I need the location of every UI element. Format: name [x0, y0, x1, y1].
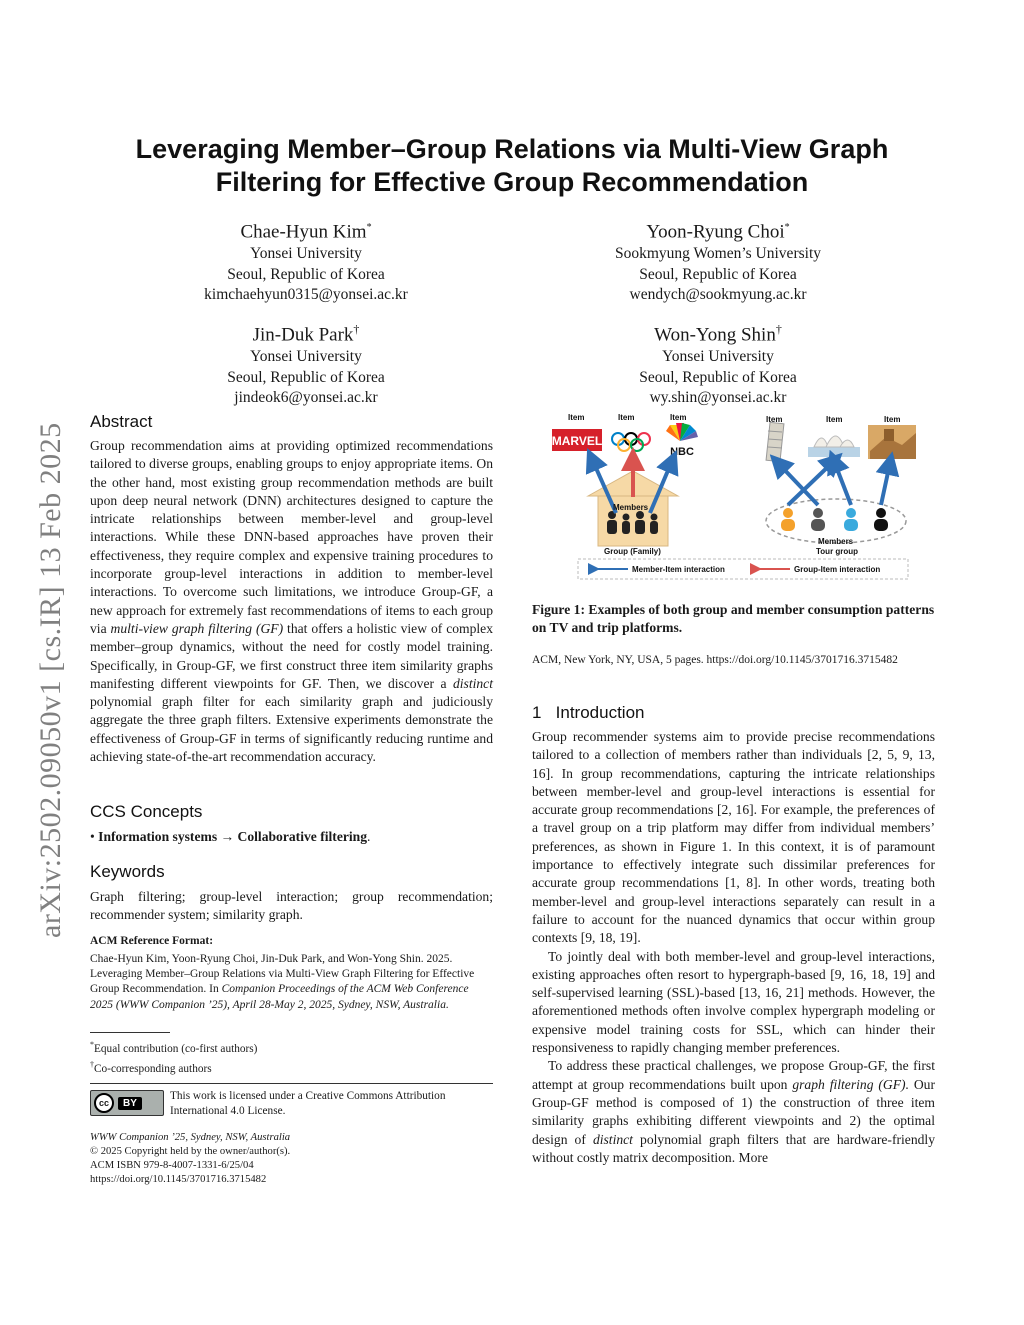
figure-1-illustration [546, 411, 924, 583]
author-name: Jin-Duk Park† [252, 322, 360, 346]
trip-group-label: Tour group [816, 547, 859, 556]
footnotes [90, 1037, 493, 1077]
cc-by-badge[interactable] [90, 1090, 164, 1116]
copyright-line: © 2025 Copyright held by the owner/author(s). [90, 1146, 291, 1157]
keywords-heading: Keywords [90, 862, 165, 881]
copyright-venue: WWW Companion ’25, Sydney, NSW, Australia [90, 1132, 291, 1143]
abstract-text: Group recommendation aims at providing optimized recommendations tailored to diverse groups, enabling groups to enjoy appropriate items. On the other hand, most existing group recommendation methods are built upon deep neural network (DNN) architectures designed to capture the intricate relationships between member-level and group-level interactions. While these DNN-based approaches have proven their effectiveness, they require complex and expensive training procedures to incorporate group-level interactions in addition to member-level interactions. To overcome such limitations, we introduce Group-GF, a new approach for extremely fast recommendations of items to each group via multi-view graph filtering (GF) that offers a holistic view of complex member–group dynamics, without the need for costly model training. Specifically, in Group-GF, we first construct three item similarity graphs manifesting different viewpoints for GF. Then, we discover a distinct polynomial graph filter for each similarity graph and judiciously aggregate the three graph filters. Extensive experiments demonstrate the effectiveness of Group-GF in terms of significantly reducing runtime and achieving state-of-the-art recommendation accuracy. [90, 438, 493, 765]
abstract-section [90, 412, 493, 766]
acm-ref-continuation: ACM, New York, NY, USA, 5 pages. https://doi.org/10.1145/3701716.3715482 [532, 654, 898, 666]
ccs-text: • Information systems → Collaborative filtering. [90, 829, 371, 844]
author-affiliation: Yonsei University [250, 245, 362, 263]
title-line-2: Filtering for Effective Group Recommendation [215, 167, 809, 197]
legend-group-label: Group-Item interaction [794, 565, 881, 574]
author-email[interactable]: wendych@sookmyung.ac.kr [629, 286, 807, 304]
copyright-doi[interactable]: https://doi.org/10.1145/3701716.3715482 [90, 1174, 267, 1185]
great-wall-icon [868, 425, 916, 459]
footnote-rule [90, 1032, 170, 1033]
item-label-1: Item [568, 413, 585, 422]
cc-icon: cc [94, 1093, 114, 1113]
leaning-tower-icon [766, 422, 784, 461]
keywords-section [90, 862, 493, 925]
intro-paragraph-3: To address these practical challenges, we propose Group-GF, the first attempt at group recommendations built upon graph filtering (GF). Our Group-GF method is composed of 1) the construction of three item similarity graphs exhibiting different viewpoints and 2) the optimal design of distinct polynomial graph filters that are hardware-friendly without costly matrix decomposition. More [532, 1058, 935, 1165]
trip-members-label: Members [818, 537, 854, 546]
copyright-isbn: ACM ISBN 979-8-4007-1331-6/25/04 [90, 1160, 254, 1171]
intro-section [532, 703, 935, 1167]
tour-members-icon [781, 508, 888, 531]
author-name: Yoon-Ryung Choi* [646, 221, 790, 243]
title-line-1: Leveraging Member–Group Relations via Multi-View Graph [135, 134, 889, 164]
author-location: Seoul, Republic of Korea [227, 265, 385, 283]
author-name: Won-Yong Shin† [654, 322, 782, 346]
author-affiliation: Yonsei University [250, 348, 362, 366]
footnote-1: *Equal contribution (co-first authors) [90, 1040, 258, 1055]
tv-members-label: Members [613, 503, 649, 512]
acm-reference [90, 934, 493, 1013]
item-label-5: Item [826, 415, 843, 424]
marvel-logo-text: MARVEL [551, 434, 603, 448]
tv-group-label: Group (Family) [604, 547, 661, 556]
intro-text [532, 728, 935, 1167]
author-email[interactable]: wy.shin@yonsei.ac.kr [649, 389, 787, 407]
author-location: Seoul, Republic of Korea [639, 265, 797, 283]
author-location: Seoul, Republic of Korea [227, 368, 385, 386]
author-affiliation: Sookmyung Women’s University [615, 245, 821, 263]
intro-paragraph-1: Group recommender systems aim to provide precise recommendations tailored to a collection of members rather than individuals [2, 5, 9, 13, 16]. In group recommendations, capturing the intricate relationships between member-level and group-level interactions is essential for accurate group recommendations [2, 16]. For example, the preferences of a travel group on a trip platform may differ from individual members’ preferences, as shown in Figure 1. In this context, it is of paramount importance to effectively integrate such dissimilar preferences for accurate group recommendations [1, 8]. In other words, treating both member-level and group-level interactions separately can result in a failure to account for the nuanced dynamics that occur within group contexts [9, 18, 19]. [532, 729, 935, 946]
intro-heading-number: 1 [532, 703, 542, 722]
paper-title [100, 133, 924, 199]
intro-heading-text: Introduction [555, 703, 645, 722]
ccs-section [90, 802, 493, 846]
author-name: Chae-Hyun Kim* [240, 221, 372, 243]
keywords-text: Graph filtering; group-level interaction; group recommendation; recommender system; similarity graph. [90, 889, 493, 923]
author-block-4 [548, 317, 888, 409]
trip-member-arrow-4 [881, 463, 890, 505]
author-block-1 [136, 216, 476, 306]
nbc-logo-text: NBC [670, 446, 694, 458]
intro-paragraph-2: To jointly deal with both member-level and group-level interactions, existing approaches often resort to hypergraph-based [9, 16, 18, 19] and self-supervised learning (SSL)-based [13, 16, 21] methods. However, the aforementioned methods often involve complex hypergraph modeling or expensive model training costs for SSL, which can hinder their responsiveness to rapidly changing member preferences. [532, 948, 935, 1056]
item-label-4: Item [766, 415, 783, 424]
author-block-2 [548, 216, 888, 306]
abstract-heading: Abstract [90, 412, 153, 431]
item-label-2: Item [618, 413, 635, 422]
ccs-heading: CCS Concepts [90, 802, 203, 821]
nbc-peacock-icon [666, 423, 698, 441]
arxiv-stamp: arXiv:2502.09050v1 [cs.IR] 13 Feb 2025 [34, 422, 67, 938]
legend-member-label: Member-Item interaction [632, 565, 725, 574]
opera-house-icon [808, 436, 860, 457]
author-email[interactable]: kimchaehyun0315@yonsei.ac.kr [204, 286, 408, 304]
intro-heading [532, 703, 935, 723]
license-rule [90, 1083, 493, 1084]
copyright-block [90, 1131, 493, 1187]
acm-ref-text: Chae-Hyun Kim, Yoon-Ryung Choi, Jin-Duk Park, and Won-Yong Shin. 2025. Leveraging Member–Group Relations via Multi-View Graph Filtering for Effective Group Recommendation. In Companion Proceedings of the ACM Web Conference 2025 (WWW Companion ’25), April 28-May 2, 2025, Sydney, NSW, Australia. [90, 953, 475, 1011]
author-location: Seoul, Republic of Korea [639, 368, 797, 386]
acm-ref-heading: ACM Reference Format: [90, 935, 214, 947]
item-label-6: Item [884, 415, 901, 424]
author-affiliation: Yonsei University [662, 348, 774, 366]
figure-1-caption: Figure 1: Examples of both group and member consumption patterns on TV and trip platforms. [532, 602, 935, 636]
author-block-3 [136, 317, 476, 409]
item-label-3: Item [670, 413, 687, 422]
footnote-2: †Co-corresponding authors [90, 1059, 212, 1075]
license-text: This work is licensed under a Creative Commons Attribution International 4.0 License. [170, 1090, 446, 1117]
figure-1 [546, 411, 924, 583]
by-icon: BY [118, 1097, 142, 1110]
olympic-rings-icon [612, 433, 650, 451]
author-email[interactable]: jindeok6@yonsei.ac.kr [234, 389, 378, 407]
